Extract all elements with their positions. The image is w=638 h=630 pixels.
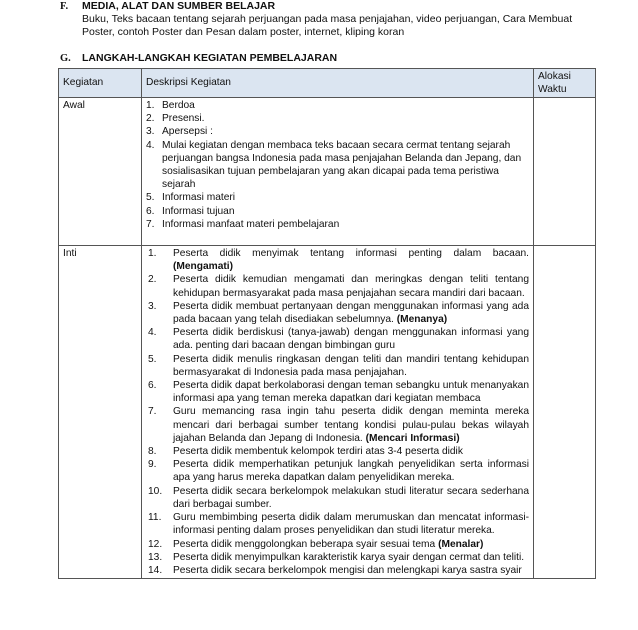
inti-list-item xyxy=(146,326,529,352)
list-item-text: Peserta didik menyimak tentang informasi penting dalam bacaan. xyxy=(173,248,529,260)
inti-description-cell xyxy=(142,246,534,579)
list-item-activity-tag: (Menanya) xyxy=(396,314,448,326)
awal-list-item xyxy=(146,191,529,204)
list-item-number: 5. xyxy=(146,192,155,204)
list-item-text: Peserta didik menyimpulkan karakteristik karya syair dengan cermat dan teliti. xyxy=(173,551,525,563)
list-item-number: 4. xyxy=(146,139,155,151)
table-row-awal xyxy=(59,98,596,246)
list-item-number: 12. xyxy=(148,538,163,550)
awal-list xyxy=(146,99,529,231)
list-item-number: 4. xyxy=(148,327,157,339)
list-item-text: Mulai kegiatan dengan membaca teks bacaan secara cermat tentang sejarah perjuangan bangsa Indonesia pada masa penjajahan Belanda dan Jepang, dan sosialisasikan tujuan pembelajaran yang akan dicapai pada tema peristiwa sejarah xyxy=(162,139,522,191)
inti-list-item xyxy=(146,353,529,379)
awal-list-item xyxy=(146,218,529,231)
table-row-inti xyxy=(59,246,596,579)
awal-list-item xyxy=(146,99,529,112)
inti-list-item xyxy=(146,247,529,273)
activity-table xyxy=(58,68,596,579)
awal-time-cell xyxy=(534,98,596,246)
row-label-awal: Awal xyxy=(59,98,142,246)
list-item-number: 10. xyxy=(148,485,163,497)
header-deskripsi: Deskripsi Kegiatan xyxy=(142,69,534,98)
inti-list-item xyxy=(146,300,529,326)
list-item-text: Peserta didik membuat pertanyaan dengan menggunakan informasi yang ada pada bacaan yang telah disediakan sebelumnya. xyxy=(173,300,529,326)
list-item-text: Peserta didik secara berkelompok mengisi dan melengkapi karya sastra syair xyxy=(173,564,522,576)
list-item-text: Peserta didik memperhatikan petunjuk langkah penyelidikan serta informasi apa yang harus mereka dapatkan dalam penyelidikan mereka. xyxy=(173,459,529,484)
list-item-text: Berdoa xyxy=(162,100,195,111)
inti-list-item xyxy=(146,445,529,458)
list-item-text: Peserta didik dapat berkolaborasi dengan teman sebangku untuk menanyakan informasi apa yang teman mereka dapatkan dari kegiatan membaca xyxy=(173,380,529,405)
inti-list-item xyxy=(146,538,529,551)
list-item-number: 1. xyxy=(146,100,155,111)
list-item-activity-tag: (Menalar) xyxy=(438,538,484,550)
list-item-text: Guru memancing rasa ingin tahu peserta didik dengan meminta mereka mencari dari berbagai sumber tentang kondisi pulau-pulau bekas wilayah jajahan Belanda dan Jepang di Indonesia. xyxy=(173,406,529,444)
section-g-heading xyxy=(60,52,337,64)
awal-list-item xyxy=(146,112,529,125)
section-f-number: F. xyxy=(60,1,69,12)
section-g-title: LANGKAH-LANGKAH KEGIATAN PEMBELAJARAN xyxy=(82,52,338,64)
awal-list-item xyxy=(146,125,529,138)
list-item-text: Informasi manfaat materi pembelajaran xyxy=(162,218,340,230)
list-item-text: Peserta didik kemudian mengamati dan meringkas dengan teliti tentang kehidupan bermasyarakat pada masa penjajahan secara mandiri dari bacaan. xyxy=(173,274,529,299)
awal-list-item xyxy=(146,139,529,192)
inti-list-item xyxy=(146,379,529,405)
section-f-heading xyxy=(60,0,275,12)
list-item-number: 7. xyxy=(148,406,157,418)
list-item-text: Peserta didik menulis ringkasan dengan teliti dan mandiri tentang kehidupan bermasyarakat di Indonesia pada masa penjajahan. xyxy=(173,353,529,378)
list-item-number: 6. xyxy=(148,380,157,392)
list-item-number: 2. xyxy=(146,113,155,125)
list-item-text: Informasi materi xyxy=(162,192,236,204)
list-item-number: 3. xyxy=(146,126,155,138)
list-item-text: Peserta didik berdiskusi (tanya-jawab) dengan menggunakan informasi yang ada. penting dari bacaan dengan bimbingan guru xyxy=(173,327,529,352)
list-item-text: Peserta didik secara berkelompok melakukan studi literatur secara sederhana dari berbagai sumber. xyxy=(173,485,529,510)
list-item-activity-tag: (Mengamati) xyxy=(173,261,233,273)
list-item-number: 2. xyxy=(148,274,157,286)
inti-list-item xyxy=(146,273,529,299)
list-item-text: Guru membimbing peserta didik dalam merumuskan dan mencatat informasi-informasi penting dalam proses penyelidikan dan studi literatur mereka. xyxy=(173,512,529,537)
section-f-title: MEDIA, ALAT DAN SUMBER BELAJAR xyxy=(82,0,276,12)
row-label-inti: Inti xyxy=(59,246,142,579)
awal-description-cell xyxy=(142,98,534,246)
inti-list-item xyxy=(146,564,529,577)
media-description: Buku, Teks bacaan tentang sejarah perjuangan pada masa penjajahan, video perjuangan, Cara Membuat Poster, contoh Poster dan Pesan dalam poster, internet, kliping koran xyxy=(82,13,573,38)
list-item-number: 7. xyxy=(146,218,155,230)
inti-list-item xyxy=(146,511,529,537)
list-item-text: Presensi. xyxy=(162,113,205,125)
table-header-row xyxy=(59,69,596,98)
inti-list-item xyxy=(146,458,529,484)
list-item-text: Apersepsi : xyxy=(162,126,213,138)
header-kegiatan: Kegiatan xyxy=(59,69,142,98)
awal-list-item xyxy=(146,205,529,218)
inti-list xyxy=(146,247,529,577)
list-item-number: 6. xyxy=(146,205,155,217)
list-item-activity-tag: (Mencari Informasi) xyxy=(365,432,460,444)
list-item-number: 11. xyxy=(148,512,162,524)
header-alokasi: Alokasi Waktu xyxy=(534,69,596,98)
section-g-number: G. xyxy=(60,53,71,64)
list-item-text: Informasi tujuan xyxy=(162,205,235,217)
list-item-text: Peserta didik membentuk kelompok terdiri atas 3-4 peserta didik xyxy=(173,446,463,458)
list-item-number: 1. xyxy=(148,248,157,260)
inti-list-item xyxy=(146,405,529,445)
inti-list-item xyxy=(146,485,529,511)
list-item-number: 5. xyxy=(148,353,157,365)
list-item-number: 14. xyxy=(148,564,163,576)
inti-time-cell xyxy=(534,246,596,579)
list-item-number: 8. xyxy=(148,446,157,458)
inti-list-item xyxy=(146,551,529,564)
list-item-number: 13. xyxy=(148,551,163,563)
list-item-number: 3. xyxy=(148,300,157,312)
list-item-number: 9. xyxy=(148,459,157,471)
list-item-text: Peserta didik menggolongkan beberapa syair sesuai tema xyxy=(173,538,436,550)
